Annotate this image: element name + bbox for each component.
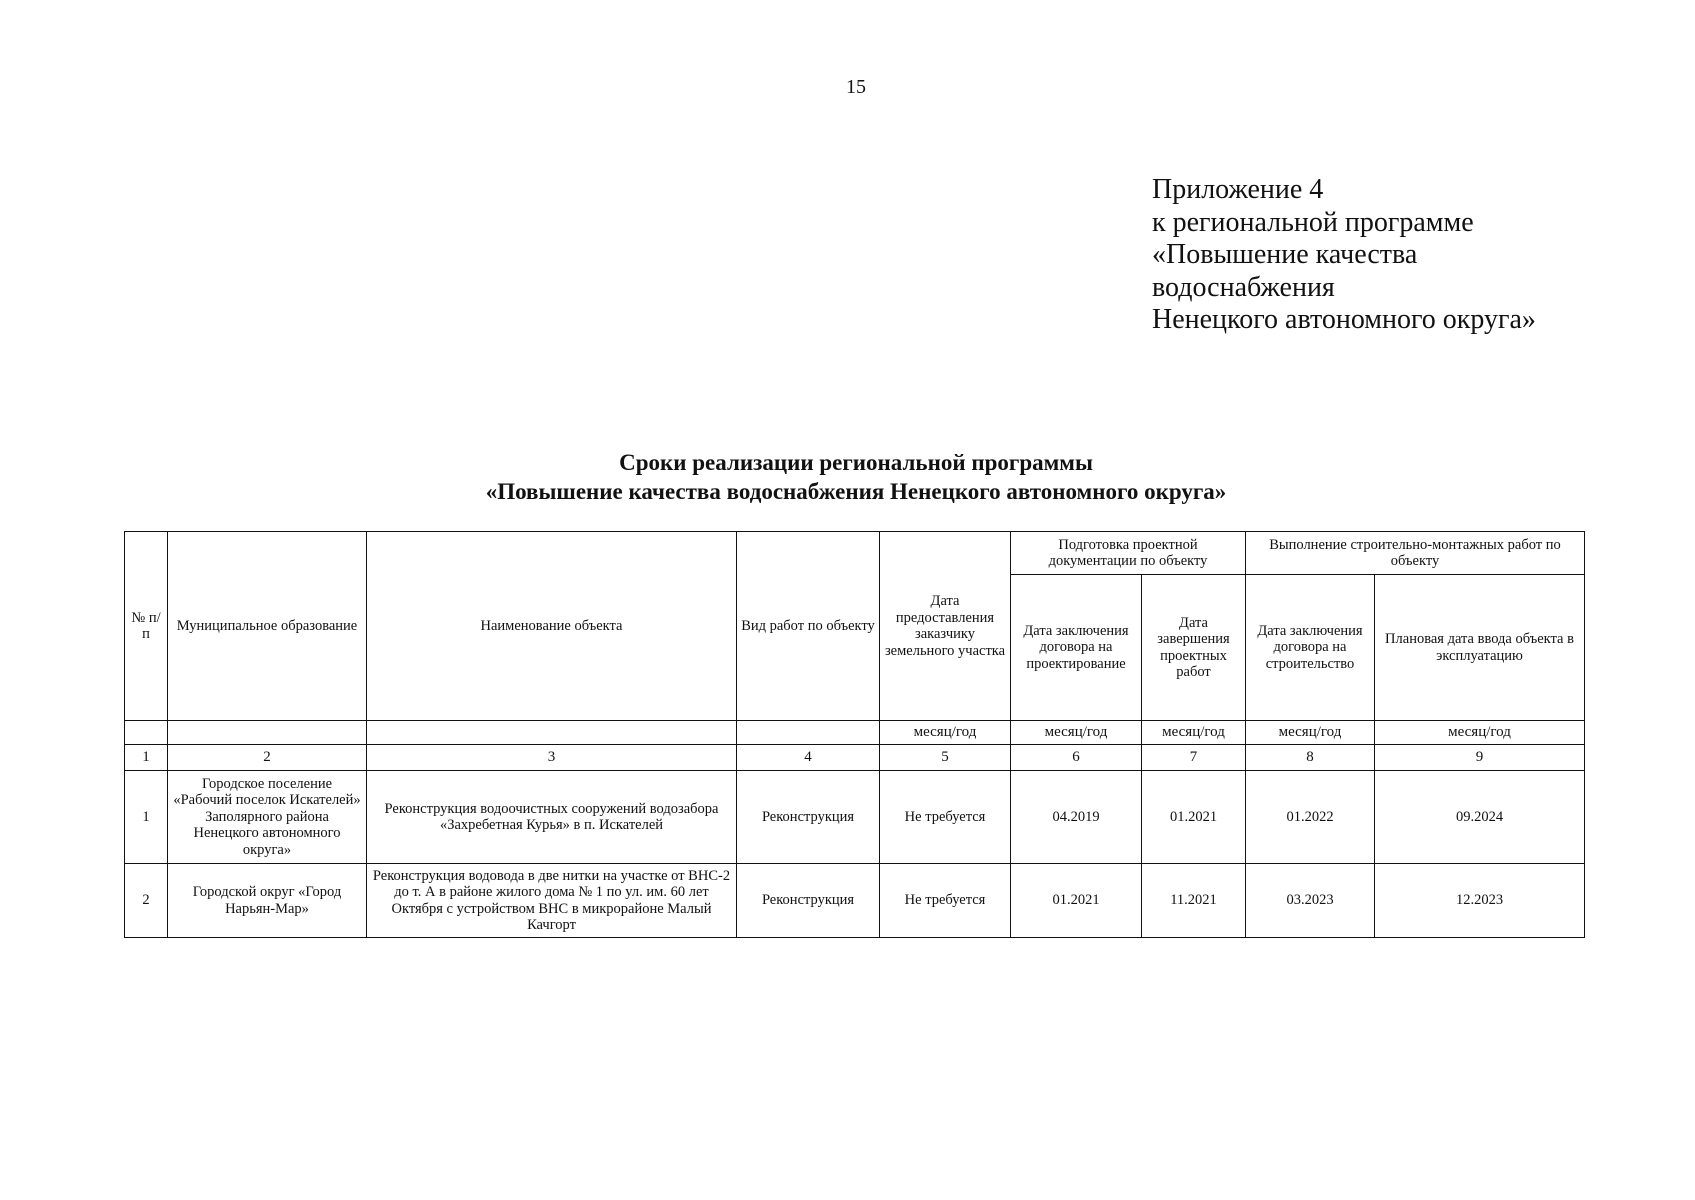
header-municipality: Муниципальное образование (168, 532, 367, 721)
appendix-line: водоснабжения (1152, 271, 1335, 303)
title-line-1: Сроки реализации региональной программы (619, 450, 1093, 475)
column-number: 7 (1142, 745, 1246, 771)
cell-land-date: Не требуется (880, 864, 1011, 938)
header-construction-contract: Дата заключения договора на строительство (1246, 575, 1375, 721)
header-construction-group: Выполнение строительно-монтажных работ по объекту (1246, 532, 1585, 575)
unit-design-contract: месяц/год (1011, 721, 1142, 745)
cell-object-name: Реконструкция водоочистных сооружений водозабора «Захребетная Курья» в п. Искателей (367, 771, 737, 864)
column-number: 2 (168, 745, 367, 771)
header-num: № п/п (125, 532, 168, 721)
appendix-line: Приложение 4 (1152, 174, 1324, 205)
column-number: 3 (367, 745, 737, 771)
header-work-type: Вид работ по объекту (737, 532, 880, 721)
page-number: 15 (846, 76, 866, 98)
document-title (0, 448, 1695, 506)
unit-commissioning: месяц/год (1375, 721, 1585, 745)
unit-empty (737, 721, 880, 745)
unit-design-complete: месяц/год (1142, 721, 1246, 745)
cell-land-date: Не требуется (880, 771, 1011, 864)
cell-commissioning: 09.2024 (1375, 771, 1585, 864)
column-number: 1 (125, 745, 168, 771)
header-design-complete: Дата завершения проектных работ (1142, 575, 1246, 721)
appendix-line: «Повышение качества (1152, 239, 1418, 270)
header-commissioning: Плановая дата ввода объекта в эксплуатацию (1375, 575, 1585, 721)
unit-empty (168, 721, 367, 745)
table-row (125, 864, 1585, 938)
title-line-2: «Повышение качества водоснабжения Ненецкого автономного округа» (485, 479, 1227, 504)
column-number: 5 (880, 745, 1011, 771)
column-number: 9 (1375, 745, 1585, 771)
unit-empty (125, 721, 168, 745)
cell-municipality: Городской округ «Город Нарьян-Мар» (168, 864, 367, 938)
schedule-table (124, 531, 1585, 938)
cell-num: 2 (125, 864, 168, 938)
unit-empty (367, 721, 737, 745)
cell-commissioning: 12.2023 (1375, 864, 1585, 938)
table-row (125, 771, 1585, 864)
appendix-note (1152, 174, 1536, 337)
cell-municipality: Городское поселение «Рабочий поселок Искателей» Заполярного района Ненецкого автономного округа» (168, 771, 367, 864)
header-design-contract: Дата заключения договора на проектирование (1011, 575, 1142, 721)
header-object-name: Наименование объекта (367, 532, 737, 721)
header-design-group: Подготовка проектной документации по объекту (1011, 532, 1246, 575)
cell-design-complete: 11.2021 (1142, 864, 1246, 938)
column-number: 4 (737, 745, 880, 771)
header-land-date: Дата предоставления заказчику земельного участка (880, 532, 1011, 721)
cell-num: 1 (125, 771, 168, 864)
column-number: 8 (1246, 745, 1375, 771)
cell-object-name: Реконструкция водовода в две нитки на участке от ВНС-2 до т. А в районе жилого дома № 1 по ул. им. 60 лет Октября с устройством ВНС в микрорайоне Малый Качгорт (367, 864, 737, 938)
cell-construction-contract: 01.2022 (1246, 771, 1375, 864)
appendix-line: Ненецкого автономного округа» (1152, 304, 1536, 335)
appendix-line: к региональной программе (1152, 206, 1474, 238)
cell-work-type: Реконструкция (737, 864, 880, 938)
column-number: 6 (1011, 745, 1142, 771)
cell-design-complete: 01.2021 (1142, 771, 1246, 864)
cell-design-contract: 04.2019 (1011, 771, 1142, 864)
unit-construction-contract: месяц/год (1246, 721, 1375, 745)
cell-work-type: Реконструкция (737, 771, 880, 864)
cell-design-contract: 01.2021 (1011, 864, 1142, 938)
unit-land-date: месяц/год (880, 721, 1011, 745)
cell-construction-contract: 03.2023 (1246, 864, 1375, 938)
